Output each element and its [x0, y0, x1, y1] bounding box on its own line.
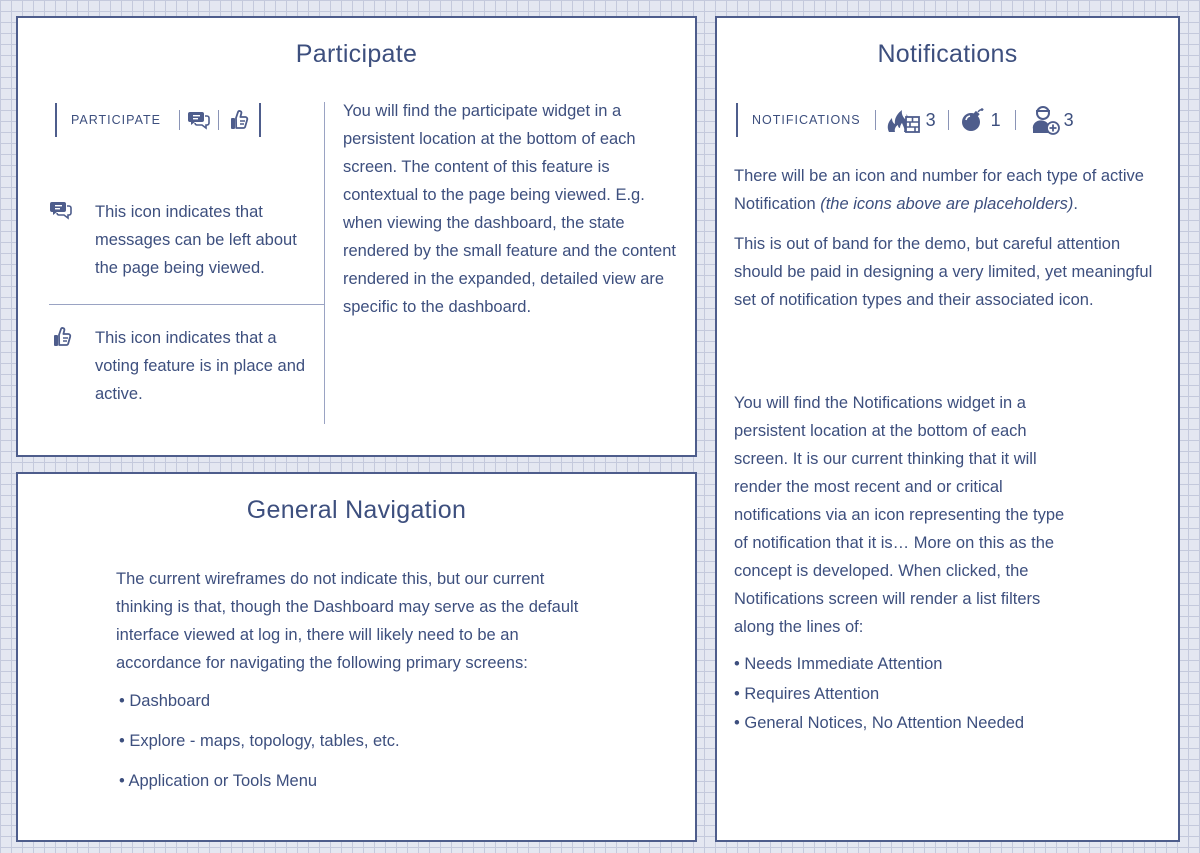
user-add-count: 3 [1063, 109, 1074, 130]
para-1-end: . [1073, 195, 1078, 213]
navigation-list [119, 692, 400, 812]
notifications-filter-list [734, 655, 1024, 744]
navigation-panel [16, 472, 697, 842]
notifications-widget-label: NOTIFICATIONS [752, 113, 861, 127]
participate-widget-label: PARTICIPATE [71, 113, 161, 127]
divider [875, 110, 876, 130]
participate-widget[interactable] [55, 103, 261, 137]
notifications-widget[interactable] [736, 103, 1074, 137]
chat-bubbles-icon[interactable] [188, 110, 210, 130]
notifications-panel [715, 16, 1180, 842]
notifications-para-1 [734, 162, 1164, 218]
list-item: • Explore - maps, topology, tables, etc. [119, 732, 400, 750]
list-item: • Needs Immediate Attention [734, 655, 943, 673]
fire-icon[interactable] [886, 106, 920, 134]
legend-text: This icon indicates that a voting feature is in place and active. [95, 329, 306, 403]
navigation-intro: The current wireframes do not indicate this, but our current thinking is that, though the Dashboard may serve as the default interface viewed at log in, there will likely need to be an accordance for navigating the following primary screens: [116, 570, 579, 672]
panel-title: General Navigation [246, 496, 467, 524]
para-1-text: There will be an icon and number for each type of active Notification [734, 167, 1144, 213]
participate-panel [16, 16, 697, 457]
divider [179, 110, 180, 130]
legend-divider [49, 304, 325, 305]
user-add-icon[interactable] [1032, 105, 1060, 135]
list-item: • Requires Attention [734, 684, 880, 703]
list-item: • General Notices, No Attention Needed [734, 714, 1025, 732]
divider [218, 110, 219, 130]
legend-item-voting [50, 324, 320, 408]
bomb-count: 1 [990, 109, 1001, 130]
notifications-para-3: You will find the Notifications widget in a persistent location at the bottom of each screen. It is our current thinking that it will render the most recent and or critical notifications via an icon representing the type of notification that it is… More on this as the concept is developed. When clicked, the Notifications screen will render a list filters along the lines of: [734, 394, 1065, 636]
panel-title: Participate [295, 40, 418, 68]
placeholder-note: (the icons above are placeholders) [820, 195, 1074, 213]
thumbs-up-icon [52, 326, 72, 348]
list-item: • Dashboard [119, 692, 211, 710]
divider [259, 103, 261, 137]
notifications-para-2: This is out of band for the demo, but careful attention should be paid in designing a very limited, yet meaningful set of notification types and their associated icon. [734, 235, 1153, 309]
legend-text: This icon indicates that messages can be left about the page being viewed. [95, 203, 297, 277]
bomb-icon[interactable] [961, 107, 985, 133]
chat-bubbles-icon [50, 200, 72, 220]
divider [1015, 110, 1016, 130]
list-item: • Application or Tools Menu [119, 772, 318, 790]
legend-item-messages [50, 198, 320, 282]
fire-count: 3 [925, 109, 936, 130]
participate-intro: You will find the participate widget in a persistent location at the bottom of each screen. The content of this feature is contextual to the page being viewed. E.g. when viewing the dashboard, the state rendered by the small feature and the content rendered in the expanded, detailed view are specific to the dashboard. [343, 102, 676, 316]
panel-title: Notifications [877, 40, 1018, 68]
column-divider [324, 102, 325, 424]
divider [948, 110, 949, 130]
divider [55, 103, 57, 137]
thumbs-up-icon[interactable] [229, 109, 249, 131]
divider [736, 103, 738, 137]
